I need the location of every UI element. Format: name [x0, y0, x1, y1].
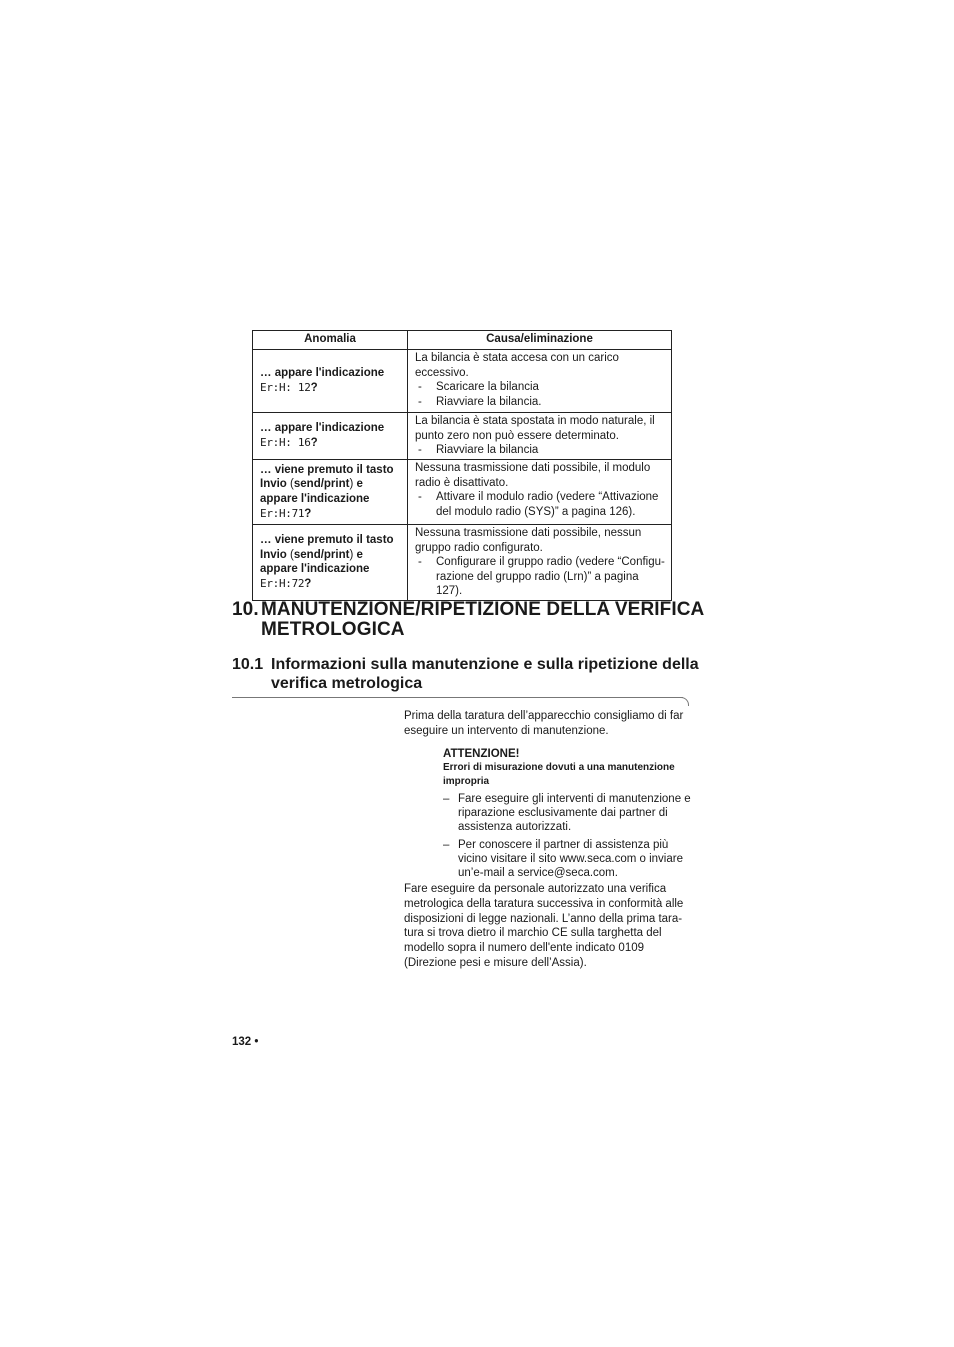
cause-text: La bilancia è stata spostata in modo naturale, il punto zero non può essere determinato. [415, 415, 655, 442]
cause-cell [408, 525, 672, 601]
intro-paragraph: Prima della taratura dell’apparecchio consigliamo di far eseguire un intervento di manutenzione. [404, 710, 684, 737]
warning-heading: ATTENZIONE! [443, 748, 520, 760]
display-code: Er:H: 16 [260, 436, 311, 449]
column-header-cause: Causa/eliminazione [408, 331, 672, 350]
warning-subheading: Errori di misurazione dovuti a una manutenzione impropria [443, 762, 675, 787]
remedy-step: - Configurare il gruppo radio (vedere “Configu-razione del gruppo radio (Lrn)” a pagina 127). [418, 556, 665, 598]
table-row [253, 413, 672, 460]
anomaly-cell: … appare l'indicazione Er:H: 16? [253, 413, 408, 460]
display-code: Er:H:72 [260, 577, 305, 591]
cause-text: Nessuna trasmissione dati possibile, il modulo radio è disattivato. [415, 462, 651, 489]
table-row [253, 460, 672, 525]
remedy-step: - Riavviare la bilancia. [418, 395, 542, 408]
display-code: Er:H:71 [260, 506, 305, 520]
table-row [253, 350, 672, 413]
divider-corner [680, 697, 689, 706]
section-divider [232, 697, 683, 698]
section-heading [232, 655, 702, 693]
chapter-title: MANUTENZIONE/RIPETIZIONE DELLA VERIFICA METROLOGICA [261, 599, 704, 640]
cause-cell [408, 460, 672, 525]
remedy-step: - Attivare il modulo radio (vedere “Attivazione del modulo radio (SYS)” a pagina 126). [418, 491, 659, 518]
troubleshooting-table [252, 330, 672, 601]
remedy-step: - Scaricare la bilancia [418, 381, 539, 394]
warning-bullet: – Fare eseguire gli interventi di manutenzione e riparazione esclusivamente dai partner di assistenza autorizzati. [443, 793, 691, 833]
chapter-number: 10. [232, 599, 259, 620]
key-name: send/print [293, 478, 350, 491]
warning-block [443, 747, 693, 789]
table-row [253, 525, 672, 601]
cause-cell [408, 350, 672, 413]
anomaly-cell: … appare l'indicazione Er:H: 12? [253, 350, 408, 413]
closing-paragraph: Fare eseguire da personale autorizzato una verifica metrologica della taratura successiva in conformità alle disposizioni di legge nazionali. L’anno della prima tara-tura si trova dietro il marchio CE sulla targhetta del modello sopra il numero dell'ente indicato 0109 (Direzione pesi e misure dell’Assia). [404, 883, 684, 969]
column-header-anomaly: Anomalia [253, 331, 408, 350]
key-name: send/print [293, 548, 350, 561]
chapter-heading [232, 600, 712, 640]
page-number: 132 • [232, 1036, 259, 1048]
warning-bullet: – Per conoscere il partner di assistenza più vicino visitare il sito www.seca.com o inviare un’e-mail a service@seca.com. [443, 839, 683, 879]
table-header-row [253, 331, 672, 350]
remedy-step: - Riavviare la bilancia [418, 444, 539, 457]
cause-text: La bilancia è stata accesa con un carico eccessivo. [415, 352, 619, 379]
anomaly-cell: … viene premuto il tasto Invio (send/print) e appare l'indicazione Er:H:71? [253, 460, 408, 525]
section-number: 10.1 [232, 656, 264, 673]
cause-cell [408, 413, 672, 460]
anomaly-cell: … viene premuto il tasto Invio (send/print) e appare l'indicazione Er:H:72? [253, 525, 408, 601]
section-title: Informazioni sulla manutenzione e sulla ripetizione della verifica metrologica [271, 656, 699, 692]
display-code: Er:H: 12 [260, 381, 311, 394]
cause-text: Nessuna trasmissione dati possibile, nessun gruppo radio configurato. [415, 527, 642, 554]
